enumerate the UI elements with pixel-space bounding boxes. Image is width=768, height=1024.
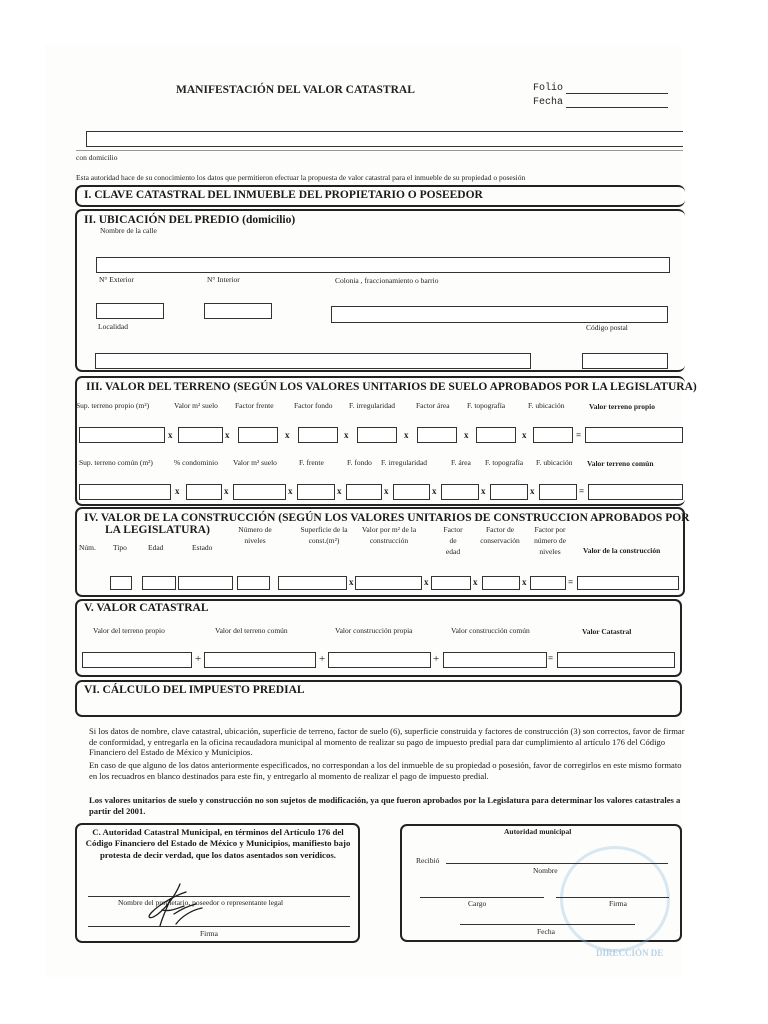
cp-input[interactable] [582, 353, 668, 369]
section-iv-title-line1: IV. VALOR DE LA CONSTRUCCIÓN (SEGÚN LOS VALORES UNITARIOS DE CONSTRUCCION APROBADOS POR [84, 512, 690, 524]
multiply-sign: x [522, 430, 527, 440]
domicilio-line [76, 150, 683, 151]
estado-input[interactable] [178, 576, 233, 590]
interior-input[interactable] [204, 303, 272, 319]
edad-label: Edad [148, 543, 164, 552]
f-topografia-label: F. topografía [467, 401, 506, 410]
f-frente-label: F. frente [299, 458, 324, 467]
recibio-line[interactable] [446, 863, 668, 864]
localidad-label: Localidad [98, 322, 128, 331]
f-topografia-comun-label: F. topografía [485, 458, 524, 467]
valor-terreno-propio-input[interactable] [585, 427, 683, 443]
estado-label: Estado [192, 543, 213, 552]
sup-terreno-propio-label: Sup. terreno propio (m²) [76, 401, 150, 410]
plus-sign: + [319, 653, 326, 665]
f-ubicacion-label: F. ubicación [528, 401, 565, 410]
f-irregularidad-comun-input[interactable] [393, 484, 430, 500]
f-irregularidad-label: F. irregularidad [349, 401, 396, 410]
factor-conservacion-label: Factor de conservación [480, 525, 520, 545]
folio-field[interactable] [566, 93, 668, 94]
multiply-sign: x [432, 486, 437, 496]
factor-edad-input[interactable] [431, 576, 471, 590]
exterior-input[interactable] [96, 303, 164, 319]
niveles-label: Número de niveles [238, 525, 272, 545]
superficie-input[interactable] [278, 576, 347, 590]
factor-frente-input[interactable] [238, 427, 278, 443]
fecha-recibido-line[interactable] [460, 924, 635, 925]
porcentaje-condominio-label: % condominio [174, 458, 218, 467]
equals-sign: = [568, 577, 574, 587]
factor-conservacion-input[interactable] [482, 576, 520, 590]
condominio-input[interactable] [186, 484, 222, 500]
multiply-sign: x [344, 430, 349, 440]
valor-terreno-comun-v-input[interactable] [204, 652, 316, 668]
valor-catastral-input[interactable] [557, 652, 675, 668]
multiply-sign: x [384, 486, 389, 496]
edad-input[interactable] [142, 576, 176, 590]
valor-m2-suelo-label: Valor m² suelo [174, 401, 218, 410]
stamp-text: DIRECCIÓN DE [596, 948, 664, 958]
multiply-sign: x [175, 486, 180, 496]
recibio-nombre-label: Nombre [533, 866, 558, 875]
valor-terreno-propio-v-input[interactable] [82, 652, 192, 668]
tipo-input[interactable] [110, 576, 132, 590]
calle-input[interactable] [96, 257, 670, 273]
f-area-input[interactable] [441, 484, 479, 500]
section-iii-title: III. VALOR DEL TERRENO (SEGÚN LOS VALORES UNITARIOS DE SUELO APROBADOS POR LA LEGISLATURA) [86, 381, 697, 393]
factor-fondo-input[interactable] [298, 427, 338, 443]
f-topografia-input[interactable] [476, 427, 516, 443]
tipo-label: Tipo [113, 543, 127, 552]
section-v-title: V. VALOR CATASTRAL [84, 602, 209, 614]
valor-terreno-propio-label: Valor terreno propio [589, 402, 655, 411]
multiply-sign: x [522, 577, 527, 587]
paragraph-valores-unitarios: Los valores unitarios de suelo y construcción no son sujetos de modificación, ya que fueron aprobados por la Legislatura para determinar los valores catastrales a partir del 2001. [89, 795, 681, 816]
fecha-field[interactable] [566, 107, 668, 108]
multiply-sign: x [481, 486, 486, 496]
factor-edad-label: Factor de edad [443, 525, 463, 556]
valor-terreno-comun-v-label: Valor del terreno común [215, 626, 288, 635]
valor-catastral-label: Valor Catastral [582, 627, 632, 636]
cp-label: Código postal [586, 323, 628, 332]
equals-sign: = [576, 430, 582, 440]
multiply-sign: x [404, 430, 409, 440]
recibio-label: Recibió [416, 856, 440, 865]
valor-terreno-propio-v-label: Valor del terreno propio [93, 626, 165, 635]
factor-niveles-label: Factor por número de niveles [534, 525, 566, 556]
intro-text: Esta autoridad hace de su conocimiento los datos que permitieron efectuar la propuesta de valor catastral para el inmueble de su propiedad o posesión [76, 173, 526, 182]
equals-sign: = [548, 653, 554, 663]
owner-name-field[interactable] [86, 131, 683, 147]
section-vi-title: VI. CÁLCULO DEL IMPUESTO PREDIAL [84, 684, 305, 696]
f-irregularidad-input[interactable] [357, 427, 397, 443]
factor-area-input[interactable] [417, 427, 457, 443]
factor-niveles-input[interactable] [530, 576, 566, 590]
plus-sign: + [433, 653, 440, 665]
cargo-line[interactable] [420, 897, 544, 898]
section-ii-title: II. UBICACIÓN DEL PREDIO (domicilio) [84, 214, 296, 226]
superficie-label: Superficie de la const.(m²) [300, 525, 348, 545]
firma-autoridad-line[interactable] [556, 897, 669, 898]
f-frente-input[interactable] [297, 484, 335, 500]
sup-terreno-comun-label: Sup. terreno común (m²) [79, 458, 153, 467]
sup-terreno-propio-input[interactable] [79, 427, 165, 443]
paragraph-correcciones: En caso de que alguno de los datos anteriormente especificados, no correspondan a los del inmueble de su propiedad o posesión, favor de corregirlos en este mismo formato en los recuadros en blanco destinados para este fin, y entregarlo al momento de realizar el pago de impuesto predial. [89, 760, 682, 781]
valor-m2-label: Valor por m² de la construcción [361, 525, 417, 545]
section-iv-title-line2: LA LEGISLATURA) [105, 524, 210, 536]
colonia-label: Colonia , fraccionamiento o barrio [335, 276, 439, 285]
folio-label: Folio [533, 83, 564, 94]
valor-construccion-propia-label: Valor construcción propia [335, 626, 413, 635]
valor-m2-input[interactable] [355, 576, 422, 590]
multiply-sign: x [225, 430, 230, 440]
cargo-label: Cargo [468, 899, 487, 908]
domicilio-label: con domicilio [76, 153, 118, 162]
multiply-sign: x [424, 577, 429, 587]
f-ubicacion-comun-label: F. ubicación [536, 458, 573, 467]
nombre-propietario-label: Nombre del propietario, poseedor o representante legal [118, 898, 284, 907]
interior-label: N° Interior [207, 275, 240, 284]
multiply-sign: x [224, 486, 229, 496]
paragraph-conformidad: Si los datos de nombre, clave catastral, ubicación, superficie de terreno, factor de suelo (6), superficie construida y factores de construcción (3) son correctos, favor de firmar de conformidad, y entregarla en la oficina recaudadora municipal al momento de realizar su pago de impuesto predial para dar cumplimiento al artículo 176 del Código Financiero del Estado de México y Municipios. [89, 726, 685, 758]
f-fondo-label: F. fondo [347, 458, 372, 467]
document-title: MANIFESTACIÓN DEL VALOR CATASTRAL [176, 84, 415, 96]
equals-sign: = [579, 486, 585, 496]
multiply-sign: x [288, 486, 293, 496]
factor-frente-label: Factor frente [235, 401, 274, 410]
f-area-label: F. área [451, 458, 471, 467]
multiply-sign: x [530, 486, 535, 496]
valor-terreno-comun-label: Valor terreno común [587, 459, 654, 468]
firma-signature-line[interactable] [88, 926, 350, 927]
valor-construccion-input[interactable] [577, 576, 679, 590]
plus-sign: + [195, 653, 202, 665]
multiply-sign: x [349, 577, 354, 587]
valor-m2-suelo-comun-label: Valor m² suelo [233, 458, 277, 467]
f-ubicacion-comun-input[interactable] [539, 484, 577, 500]
multiply-sign: x [168, 430, 173, 440]
f-ubicacion-input[interactable] [533, 427, 573, 443]
niveles-input[interactable] [237, 576, 270, 590]
colonia-input[interactable] [331, 306, 668, 323]
valor-m2-suelo-input[interactable] [178, 427, 223, 443]
valor-terreno-comun-input[interactable] [588, 484, 683, 500]
localidad-input[interactable] [95, 353, 531, 369]
valor-m2-comun-input[interactable] [233, 484, 286, 500]
firma-label: Firma [200, 929, 218, 938]
handwritten-signature [140, 880, 212, 932]
fecha-recibido-label: Fecha [537, 927, 555, 936]
valor-construccion-comun-input[interactable] [443, 652, 547, 668]
declaration-text: C. Autoridad Catastral Municipal, en términos del Artículo 176 del Código Financiero del Estado de México y Municipios, manifiesto bajo protesta de decir verdad, que los datos asentados son verídicos. [85, 827, 351, 860]
section-i-title: I. CLAVE CATASTRAL DEL INMUEBLE DEL PROPIETARIO O POSEEDOR [84, 189, 483, 201]
num-label: Núm. [79, 543, 96, 552]
multiply-sign: x [337, 486, 342, 496]
exterior-label: N° Exterior [99, 275, 134, 284]
f-fondo-input[interactable] [346, 484, 382, 500]
multiply-sign: x [473, 577, 478, 587]
f-irregularidad-comun-label: F. irregularidad [381, 458, 428, 467]
firma-autoridad-label: Firma [609, 899, 627, 908]
fecha-label: Fecha [533, 97, 564, 108]
multiply-sign: x [285, 430, 290, 440]
valor-construccion-label: Valor de la construcción [583, 546, 661, 555]
f-topografia-comun-input[interactable] [490, 484, 528, 500]
valor-construccion-comun-label: Valor construcción común [451, 626, 530, 635]
multiply-sign: x [464, 430, 469, 440]
calle-label: Nombre de la calle [100, 226, 157, 235]
nombre-signature-line[interactable] [88, 896, 350, 897]
factor-area-label: Factor área [416, 401, 450, 410]
section-ii-box [75, 209, 685, 372]
factor-fondo-label: Factor fondo [294, 401, 333, 410]
autoridad-title: Autoridad municipal [504, 827, 572, 836]
valor-construccion-propia-input[interactable] [328, 652, 431, 668]
sup-terreno-comun-input[interactable] [79, 484, 171, 500]
